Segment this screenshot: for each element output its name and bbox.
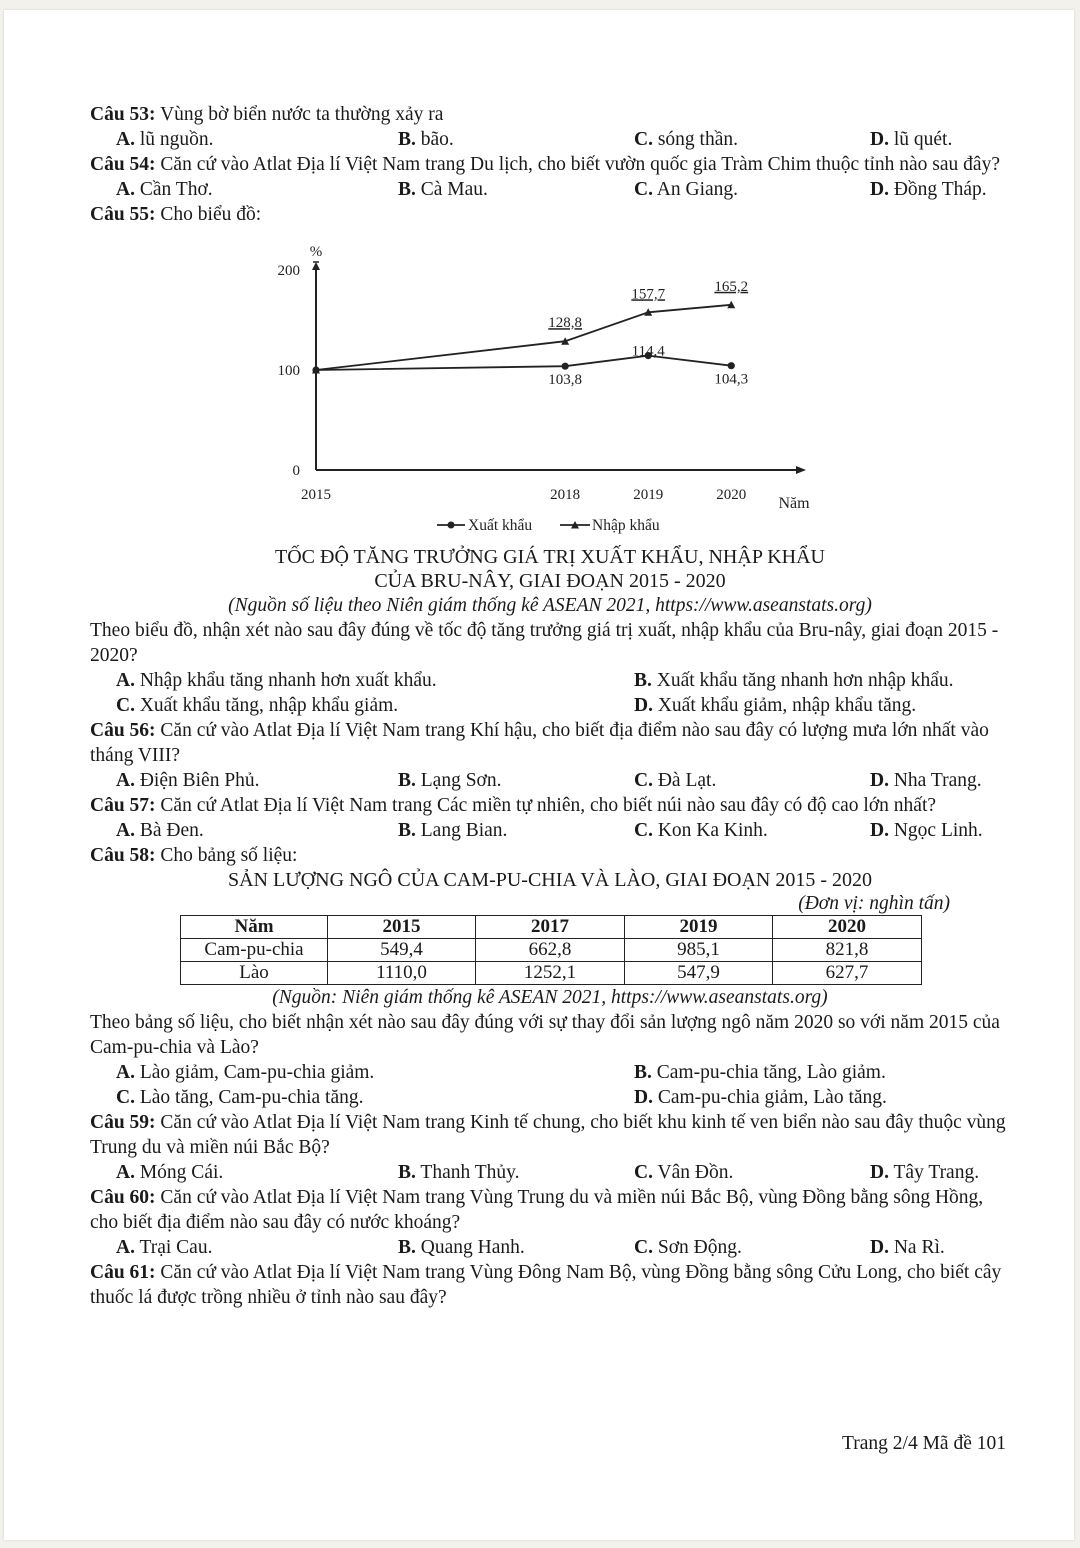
option-label: D. <box>634 695 653 716</box>
option-text: Cà Mau. <box>420 179 488 200</box>
table-cell: 1110,0 <box>328 962 476 985</box>
question-number: Câu 55: <box>90 204 156 225</box>
options-53 <box>90 127 1010 152</box>
option-d[interactable] <box>634 693 916 718</box>
question-number: Câu 57: <box>90 795 156 816</box>
option-text: Tây Trang. <box>893 1162 980 1183</box>
table-unit: (Đơn vị: nghìn tấn) <box>798 893 950 914</box>
table-header-cell: 2020 <box>773 916 922 939</box>
option-label: B. <box>634 1062 652 1083</box>
question-text: Căn cứ vào Atlat Địa lí Việt Nam trang Vùng Đông Nam Bộ, vùng Đồng bằng sông Cửu Long, cho biết cây thuốc lá được trồng nhiều ở tỉnh nào sau đây? <box>90 1262 1002 1308</box>
option-d[interactable] <box>870 818 983 843</box>
option-text: Cam-pu-chia giảm, Lào tăng. <box>657 1087 887 1108</box>
legend-label-nhap-khau: Nhập khẩu <box>592 517 660 534</box>
option-label: C. <box>116 1087 135 1108</box>
option-d[interactable] <box>634 1085 887 1110</box>
series-line-nhap-khau <box>316 305 731 370</box>
option-label: B. <box>398 1162 416 1183</box>
table-cell: 547,9 <box>625 962 773 985</box>
option-label: C. <box>634 179 653 200</box>
options-54 <box>90 177 1010 202</box>
legend-label-xuat-khau: Xuất khẩu <box>468 517 533 534</box>
option-label: B. <box>398 179 416 200</box>
option-text: Lào giảm, Cam-pu-chia giảm. <box>139 1062 375 1083</box>
options-58-row-2 <box>90 1085 1010 1110</box>
table-cell: 1252,1 <box>476 962 625 985</box>
option-c[interactable] <box>634 1235 870 1260</box>
option-text: Xuất khẩu tăng, nhập khẩu giảm. <box>139 695 399 716</box>
option-text: Đà Lạt. <box>657 770 717 791</box>
y-axis-arrow <box>312 262 320 270</box>
option-text: Lạng Sơn. <box>420 770 502 791</box>
question-number: Câu 61: <box>90 1262 156 1283</box>
option-text: Thanh Thủy. <box>420 1162 520 1183</box>
question-58 <box>90 843 1010 868</box>
question-text: Vùng bờ biển nước ta thường xảy ra <box>160 104 444 125</box>
option-text: Cần Thơ. <box>139 179 213 200</box>
option-label: A. <box>116 820 135 841</box>
line-chart <box>90 227 1010 545</box>
question-text: Cho biểu đồ: <box>160 204 262 225</box>
option-text: Lang Bian. <box>420 820 508 841</box>
option-label: C. <box>634 1162 653 1183</box>
table-cell: 821,8 <box>773 939 922 962</box>
table-cell: 549,4 <box>328 939 476 962</box>
option-label: D. <box>870 820 889 841</box>
option-label: A. <box>116 179 135 200</box>
option-text: Điện Biên Phủ. <box>139 770 260 791</box>
option-label: D. <box>870 1237 889 1258</box>
y-axis-unit: % <box>309 244 323 260</box>
option-label: A. <box>116 1162 135 1183</box>
option-text: Ngọc Linh. <box>893 820 983 841</box>
page-footer: Trang 2/4 Mã đề 101 <box>842 1433 1006 1454</box>
option-text: Xuất khẩu tăng nhanh hơn nhập khẩu. <box>656 670 954 691</box>
option-label: C. <box>634 129 653 150</box>
question-57 <box>90 793 1010 818</box>
option-label: D. <box>870 770 889 791</box>
chart-title-line-2: CỦA BRU-NÂY, GIAI ĐOẠN 2015 - 2020 <box>374 570 726 592</box>
y-tick-label: 100 <box>277 363 300 379</box>
table-cell: 985,1 <box>625 939 773 962</box>
table-header-cell: Năm <box>181 916 328 939</box>
option-b[interactable] <box>398 127 634 152</box>
option-label: D. <box>870 1162 889 1183</box>
question-text: Căn cứ vào Atlat Địa lí Việt Nam trang Khí hậu, cho biết địa điểm nào sau đây có lượng mưa lớn nhất vào tháng VIII? <box>90 720 989 766</box>
question-53 <box>90 102 1010 127</box>
option-text: sóng thần. <box>657 129 739 150</box>
option-label: D. <box>870 129 889 150</box>
y-tick-label: 0 <box>292 463 300 479</box>
question-56 <box>90 718 1010 768</box>
y-tick-label: 200 <box>277 263 300 279</box>
option-d[interactable] <box>870 1160 979 1185</box>
exam-content <box>90 102 1010 1310</box>
x-tick-label: 2015 <box>301 487 331 503</box>
option-label: A. <box>116 129 135 150</box>
table-cell: Lào <box>181 962 328 985</box>
option-a[interactable] <box>116 177 398 202</box>
options-55-row-2 <box>90 693 1010 718</box>
option-text: Kon Ka Kinh. <box>657 820 768 841</box>
table-title: SẢN LƯỢNG NGÔ CỦA CAM-PU-CHIA VÀ LÀO, GIAI ĐOẠN 2015 - 2020 <box>227 869 873 891</box>
option-c[interactable] <box>634 177 870 202</box>
option-text: bão. <box>420 129 454 150</box>
table-cell: 627,7 <box>773 962 922 985</box>
option-d[interactable] <box>870 127 952 152</box>
x-tick-label: 2019 <box>633 487 664 503</box>
option-label: D. <box>870 179 889 200</box>
data-label: 157,7 <box>631 286 666 303</box>
option-text: Na Rì. <box>893 1237 945 1258</box>
option-b[interactable] <box>398 1235 634 1260</box>
question-number: Câu 60: <box>90 1187 156 1208</box>
option-c[interactable] <box>116 693 634 718</box>
table-header-cell: 2019 <box>625 916 773 939</box>
question-text: Căn cứ vào Atlat Địa lí Việt Nam trang Kinh tế chung, cho biết khu kinh tế ven biển nào sau đây thuộc vùng Trung du và miền núi Bắc Bộ? <box>90 1112 1006 1158</box>
chart-title-line-1: TỐC ĐỘ TĂNG TRƯỞNG GIÁ TRỊ XUẤT KHẨU, NHẬP KHẨU <box>275 546 825 568</box>
option-text: Nha Trang. <box>893 770 982 791</box>
option-text: Xuất khẩu giảm, nhập khẩu tăng. <box>657 695 917 716</box>
data-table <box>180 915 922 985</box>
table-header-cell: 2017 <box>476 916 625 939</box>
chart-source: (Nguồn số liệu theo Niên giám thống kê ASEAN 2021, https://www.aseanstats.org) <box>228 595 872 616</box>
option-text: lũ nguồn. <box>139 129 214 150</box>
options-56 <box>90 768 1010 793</box>
option-b[interactable] <box>398 1160 634 1185</box>
x-tick-label: 2018 <box>550 487 581 503</box>
option-label: A. <box>116 770 135 791</box>
option-label: A. <box>116 670 135 691</box>
question-55 <box>90 202 1010 227</box>
option-label: B. <box>398 1237 416 1258</box>
option-a[interactable] <box>116 1235 398 1260</box>
option-c[interactable] <box>116 1085 634 1110</box>
question-number: Câu 53: <box>90 104 156 125</box>
option-a[interactable] <box>116 1160 398 1185</box>
question-text: Căn cứ Atlat Địa lí Việt Nam trang Các miền tự nhiên, cho biết núi nào sau đây có độ cao lớn nhất? <box>160 795 937 816</box>
question-60 <box>90 1185 1010 1235</box>
data-label: 114,4 <box>631 343 665 360</box>
option-text: Quang Hanh. <box>420 1237 525 1258</box>
question-text: Căn cứ vào Atlat Địa lí Việt Nam trang Du lịch, cho biết vườn quốc gia Tràm Chim thuộc tỉnh nào sau đây? <box>160 154 1000 175</box>
table-row <box>181 962 922 985</box>
option-label: B. <box>398 820 416 841</box>
x-tick-label: 2020 <box>716 487 747 503</box>
option-text: Bà Đen. <box>139 820 204 841</box>
option-a[interactable] <box>116 1060 634 1085</box>
option-c[interactable] <box>634 818 870 843</box>
data-point-xuat-khau <box>562 363 569 370</box>
question-number: Câu 54: <box>90 154 156 175</box>
data-point-xuat-khau <box>728 362 735 369</box>
option-c[interactable] <box>634 1160 870 1185</box>
table-source: (Nguồn: Niên giám thống kê ASEAN 2021, https://www.aseanstats.org) <box>272 987 828 1008</box>
option-label: C. <box>634 820 653 841</box>
option-b[interactable] <box>398 177 634 202</box>
options-55-row-1 <box>90 668 1010 693</box>
option-text: Trại Cau. <box>139 1237 213 1258</box>
legend-marker-xuat-khau <box>448 522 455 529</box>
option-label: C. <box>634 770 653 791</box>
option-label: A. <box>116 1237 135 1258</box>
option-text: Lào tăng, Cam-pu-chia tăng. <box>139 1087 364 1108</box>
question-58-prompt: Theo bảng số liệu, cho biết nhận xét nào sau đây đúng với sự thay đổi sản lượng ngô năm 2020 so với năm 2015 của Cam-pu-chia và Lào? <box>90 1012 1000 1058</box>
question-number: Câu 58: <box>90 845 156 866</box>
option-text: Nhập khẩu tăng nhanh hơn xuất khẩu. <box>139 670 437 691</box>
table-cell: Cam-pu-chia <box>181 939 328 962</box>
option-text: Đồng Tháp. <box>893 179 987 200</box>
option-label: B. <box>398 770 416 791</box>
table-row <box>181 939 922 962</box>
option-a[interactable] <box>116 127 398 152</box>
option-label: D. <box>634 1087 653 1108</box>
table-cell: 662,8 <box>476 939 625 962</box>
option-b[interactable] <box>398 818 634 843</box>
question-number: Câu 59: <box>90 1112 156 1133</box>
question-text: Cho bảng số liệu: <box>160 845 298 866</box>
option-a[interactable] <box>116 668 634 693</box>
options-57 <box>90 818 1010 843</box>
table-header-cell: 2015 <box>328 916 476 939</box>
option-c[interactable] <box>634 768 870 793</box>
option-text: lũ quét. <box>893 129 953 150</box>
option-label: C. <box>634 1237 653 1258</box>
option-b[interactable] <box>634 668 954 693</box>
question-54 <box>90 152 1010 177</box>
chart-svg <box>90 227 1010 545</box>
options-60 <box>90 1235 1010 1260</box>
data-label: 104,3 <box>714 371 749 388</box>
question-59 <box>90 1110 1010 1160</box>
option-text: Cam-pu-chia tăng, Lào giảm. <box>656 1062 886 1083</box>
question-text: Căn cứ vào Atlat Địa lí Việt Nam trang Vùng Trung du và miền núi Bắc Bộ, vùng Đồng bằng sông Hồng, cho biết địa điểm nào sau đây có nước khoáng? <box>90 1187 984 1233</box>
options-58-row-1 <box>90 1060 1010 1085</box>
option-a[interactable] <box>116 768 398 793</box>
data-label: 165,2 <box>714 278 749 295</box>
option-text: Móng Cái. <box>139 1162 224 1183</box>
option-text: An Giang. <box>656 179 739 200</box>
option-label: A. <box>116 1062 135 1083</box>
option-text: Sơn Động. <box>657 1237 742 1258</box>
option-label: B. <box>634 670 652 691</box>
exam-page <box>4 10 1074 1540</box>
option-b[interactable] <box>634 1060 886 1085</box>
data-label: 128,8 <box>548 315 583 332</box>
question-61 <box>90 1260 1010 1310</box>
x-axis-arrow <box>796 466 806 474</box>
option-text: Vân Đồn. <box>657 1162 734 1183</box>
question-55-prompt: Theo biểu đồ, nhận xét nào sau đây đúng về tốc độ tăng trưởng giá trị xuất, nhập khẩu của Bru-nây, giai đoạn 2015 - 2020? <box>90 620 999 666</box>
option-a[interactable] <box>116 818 398 843</box>
option-d[interactable] <box>870 177 987 202</box>
option-d[interactable] <box>870 1235 945 1260</box>
option-label: C. <box>116 695 135 716</box>
table-header-row <box>181 916 922 939</box>
option-c[interactable] <box>634 127 870 152</box>
options-59 <box>90 1160 1010 1185</box>
option-label: B. <box>398 129 416 150</box>
data-label: 103,8 <box>548 372 583 389</box>
question-number: Câu 56: <box>90 720 156 741</box>
x-axis-title: Năm <box>778 495 810 512</box>
option-b[interactable] <box>398 768 634 793</box>
option-d[interactable] <box>870 768 982 793</box>
